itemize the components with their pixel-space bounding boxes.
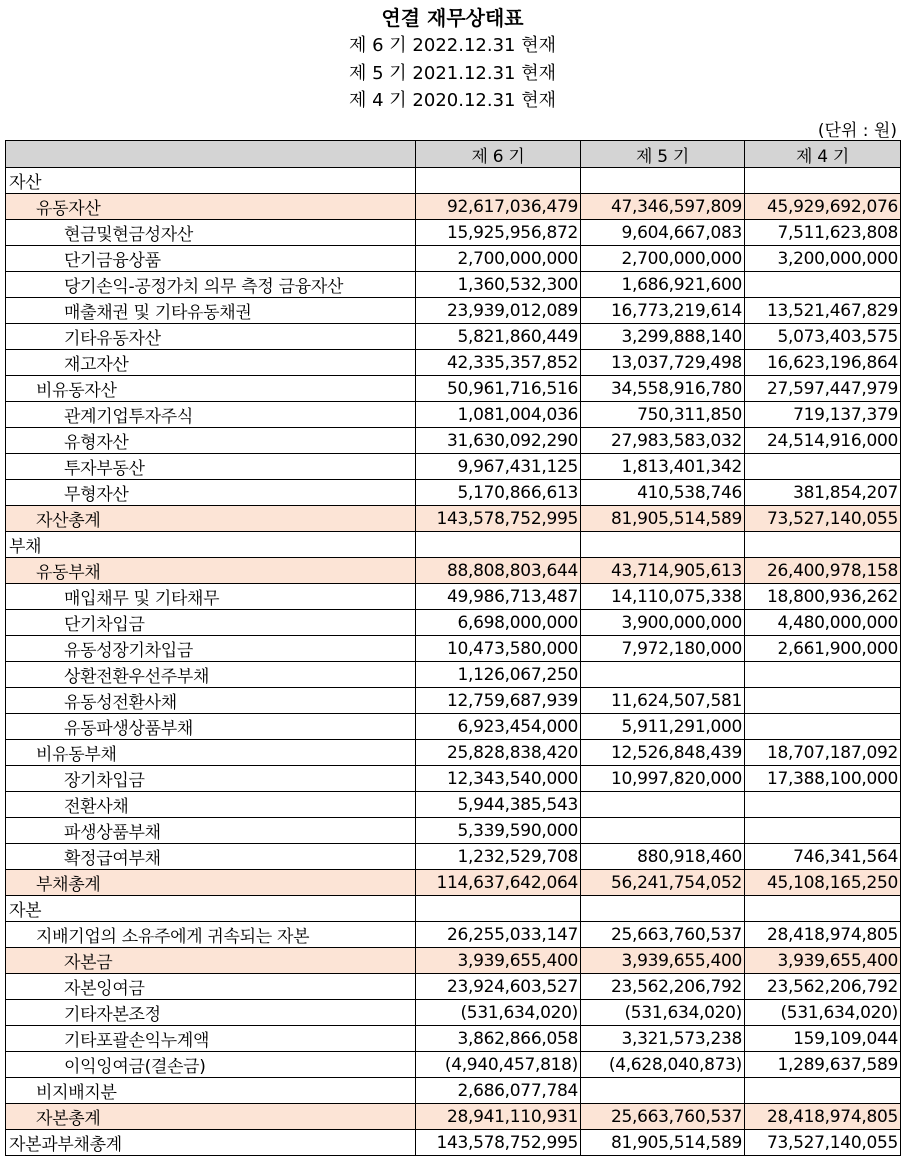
amount-cell: 45,929,692,076 [745, 194, 901, 220]
amount-cell: 9,967,431,125 [416, 454, 581, 480]
table-row [6, 1052, 901, 1078]
account-label: 비유동자산 [6, 376, 416, 402]
account-label: 부채총계 [6, 870, 416, 896]
amount-cell [745, 688, 901, 714]
header-row [6, 141, 901, 168]
statement-title: 연결 재무상태표 [381, 6, 524, 30]
account-label: 상환전환우선주부채 [6, 662, 416, 688]
amount-cell: 50,961,716,516 [416, 376, 581, 402]
table-row [6, 974, 901, 1000]
amount-cell: 16,623,196,864 [745, 350, 901, 376]
amount-cell: 34,558,916,780 [581, 376, 745, 402]
amount-cell: 92,617,036,479 [416, 194, 581, 220]
account-label: 투자부동산 [6, 454, 416, 480]
amount-cell: 410,538,746 [581, 480, 745, 506]
table-row [6, 1000, 901, 1026]
amount-cell: 13,521,467,829 [745, 298, 901, 324]
amount-cell: 2,661,900,000 [745, 636, 901, 662]
amount-cell: 26,400,978,158 [745, 558, 901, 584]
account-label: 자본총계 [6, 1104, 416, 1130]
amount-cell: 88,808,803,644 [416, 558, 581, 584]
account-label: 비지배지분 [6, 1078, 416, 1104]
amount-cell: 25,828,838,420 [416, 740, 581, 766]
header-period-6: 제 6 기 [416, 141, 581, 168]
amount-cell: 143,578,752,995 [416, 506, 581, 532]
amount-cell [745, 896, 901, 922]
amount-cell [745, 792, 901, 818]
table-row [6, 792, 901, 818]
amount-cell: 17,388,100,000 [745, 766, 901, 792]
account-label: 파생상품부채 [6, 818, 416, 844]
account-label: 단기차입금 [6, 610, 416, 636]
table-row [6, 194, 901, 220]
amount-cell: 5,339,590,000 [416, 818, 581, 844]
amount-cell: 880,918,460 [581, 844, 745, 870]
amount-cell: 10,997,820,000 [581, 766, 745, 792]
table-row [6, 818, 901, 844]
account-label: 기타자본조정 [6, 1000, 416, 1026]
amount-cell: 1,126,067,250 [416, 662, 581, 688]
table-row [6, 1104, 901, 1130]
amount-cell [581, 818, 745, 844]
table-row [6, 1078, 901, 1104]
period-4: 제 4 기 2020.12.31 현재 [349, 90, 556, 111]
amount-cell [581, 662, 745, 688]
amount-cell: 3,321,573,238 [581, 1026, 745, 1052]
amount-cell [745, 168, 901, 194]
account-label: 자본금 [6, 948, 416, 974]
amount-cell [416, 532, 581, 558]
amount-cell: 28,418,974,805 [745, 922, 901, 948]
amount-cell: (531,634,020) [745, 1000, 901, 1026]
account-label: 매입채무 및 기타채무 [6, 584, 416, 610]
account-label: 유동파생상품부채 [6, 714, 416, 740]
account-label: 현금및현금성자산 [6, 220, 416, 246]
account-label: 전환사채 [6, 792, 416, 818]
amount-cell: 3,900,000,000 [581, 610, 745, 636]
amount-cell: 1,289,637,589 [745, 1052, 901, 1078]
amount-cell: (4,628,040,873) [581, 1052, 745, 1078]
table-row [6, 298, 901, 324]
table-row [6, 922, 901, 948]
amount-cell: 31,630,092,290 [416, 428, 581, 454]
amount-cell: 5,170,866,613 [416, 480, 581, 506]
account-label: 장기차입금 [6, 766, 416, 792]
amount-cell: 750,311,850 [581, 402, 745, 428]
amount-cell [416, 896, 581, 922]
amount-cell [745, 272, 901, 298]
amount-cell: (531,634,020) [581, 1000, 745, 1026]
amount-cell: 27,597,447,979 [745, 376, 901, 402]
table-row [6, 740, 901, 766]
table-row [6, 402, 901, 428]
amount-cell: 10,473,580,000 [416, 636, 581, 662]
amount-cell: 5,821,860,449 [416, 324, 581, 350]
period-6: 제 6 기 2022.12.31 현재 [349, 35, 556, 56]
balance-sheet-table [5, 140, 901, 1156]
amount-cell: 3,939,655,400 [581, 948, 745, 974]
amount-cell [581, 168, 745, 194]
amount-cell: 28,418,974,805 [745, 1104, 901, 1130]
table-row [6, 662, 901, 688]
account-label: 관계기업투자주식 [6, 402, 416, 428]
amount-cell: 12,759,687,939 [416, 688, 581, 714]
account-label: 유동자산 [6, 194, 416, 220]
account-label: 자본 [6, 896, 416, 922]
amount-cell: 159,109,044 [745, 1026, 901, 1052]
account-label: 유동성전환사채 [6, 688, 416, 714]
amount-cell: 381,854,207 [745, 480, 901, 506]
table-row [6, 272, 901, 298]
amount-cell: 5,944,385,543 [416, 792, 581, 818]
account-label: 이익잉여금(결손금) [6, 1052, 416, 1078]
amount-cell: 56,241,754,052 [581, 870, 745, 896]
amount-cell: 14,110,075,338 [581, 584, 745, 610]
amount-cell: 13,037,729,498 [581, 350, 745, 376]
amount-cell: 12,526,848,439 [581, 740, 745, 766]
amount-cell: 12,343,540,000 [416, 766, 581, 792]
amount-cell: 81,905,514,589 [581, 506, 745, 532]
amount-cell: 23,562,206,792 [581, 974, 745, 1000]
amount-cell: 719,137,379 [745, 402, 901, 428]
amount-cell: 5,073,403,575 [745, 324, 901, 350]
account-label: 자본과부채총계 [6, 1130, 416, 1156]
amount-cell: 27,983,583,032 [581, 428, 745, 454]
amount-cell [745, 818, 901, 844]
amount-cell [745, 1078, 901, 1104]
amount-cell: 23,939,012,089 [416, 298, 581, 324]
amount-cell: 11,624,507,581 [581, 688, 745, 714]
amount-cell [745, 532, 901, 558]
amount-cell: 16,773,219,614 [581, 298, 745, 324]
header-period-5: 제 5 기 [581, 141, 745, 168]
amount-cell: 43,714,905,613 [581, 558, 745, 584]
amount-cell: 18,707,187,092 [745, 740, 901, 766]
amount-cell: 15,925,956,872 [416, 220, 581, 246]
table-row [6, 350, 901, 376]
amount-cell: 3,862,866,058 [416, 1026, 581, 1052]
amount-cell: 24,514,916,000 [745, 428, 901, 454]
amount-cell: 73,527,140,055 [745, 1130, 901, 1156]
amount-cell: 746,341,564 [745, 844, 901, 870]
amount-cell: 2,700,000,000 [416, 246, 581, 272]
table-row [6, 1026, 901, 1052]
table-row [6, 220, 901, 246]
amount-cell: (4,940,457,818) [416, 1052, 581, 1078]
amount-cell: 6,923,454,000 [416, 714, 581, 740]
amount-cell: 42,335,357,852 [416, 350, 581, 376]
amount-cell [745, 714, 901, 740]
account-label: 자산 [6, 168, 416, 194]
amount-cell: 1,686,921,600 [581, 272, 745, 298]
table-row [6, 428, 901, 454]
account-label: 유형자산 [6, 428, 416, 454]
amount-cell: 73,527,140,055 [745, 506, 901, 532]
period-5: 제 5 기 2021.12.31 현재 [349, 63, 556, 84]
amount-cell: 81,905,514,589 [581, 1130, 745, 1156]
amount-cell [581, 792, 745, 818]
amount-cell: 49,986,713,487 [416, 584, 581, 610]
amount-cell: 23,562,206,792 [745, 974, 901, 1000]
table-row [6, 506, 901, 532]
amount-cell: 3,200,000,000 [745, 246, 901, 272]
account-label: 부채 [6, 532, 416, 558]
header-account [6, 141, 416, 168]
table-row [6, 324, 901, 350]
table-row [6, 636, 901, 662]
table-row [6, 376, 901, 402]
amount-cell: 114,637,642,064 [416, 870, 581, 896]
amount-cell: 23,924,603,527 [416, 974, 581, 1000]
amount-cell: 1,081,004,036 [416, 402, 581, 428]
table-row [6, 1130, 901, 1156]
amount-cell [745, 662, 901, 688]
table-row [6, 558, 901, 584]
account-label: 유동부채 [6, 558, 416, 584]
amount-cell [581, 896, 745, 922]
table-row [6, 454, 901, 480]
account-label: 자산총계 [6, 506, 416, 532]
amount-cell [581, 532, 745, 558]
amount-cell: 3,299,888,140 [581, 324, 745, 350]
table-row [6, 532, 901, 558]
amount-cell: 7,972,180,000 [581, 636, 745, 662]
amount-cell: 3,939,655,400 [416, 948, 581, 974]
amount-cell: 6,698,000,000 [416, 610, 581, 636]
amount-cell: 2,700,000,000 [581, 246, 745, 272]
table-row [6, 584, 901, 610]
amount-cell: 5,911,291,000 [581, 714, 745, 740]
amount-cell: 143,578,752,995 [416, 1130, 581, 1156]
amount-cell: 2,686,077,784 [416, 1078, 581, 1104]
table-row [6, 480, 901, 506]
amount-cell: 25,663,760,537 [581, 1104, 745, 1130]
amount-cell [416, 168, 581, 194]
amount-cell [745, 454, 901, 480]
unit-label: (단위 : 원) [817, 121, 897, 141]
header-period-4: 제 4 기 [745, 141, 901, 168]
amount-cell: 47,346,597,809 [581, 194, 745, 220]
table-row [6, 246, 901, 272]
amount-cell: 25,663,760,537 [581, 922, 745, 948]
amount-cell: 18,800,936,262 [745, 584, 901, 610]
account-label: 지배기업의 소유주에게 귀속되는 자본 [6, 922, 416, 948]
table-row [6, 714, 901, 740]
amount-cell: 1,232,529,708 [416, 844, 581, 870]
table-row [6, 948, 901, 974]
account-label: 당기손익-공정가치 의무 측정 금융자산 [6, 272, 416, 298]
table-row [6, 610, 901, 636]
account-label: 자본잉여금 [6, 974, 416, 1000]
amount-cell: 7,511,623,808 [745, 220, 901, 246]
amount-cell: 28,941,110,931 [416, 1104, 581, 1130]
amount-cell: 9,604,667,083 [581, 220, 745, 246]
table-row [6, 688, 901, 714]
table-row [6, 766, 901, 792]
account-label: 기타포괄손익누계액 [6, 1026, 416, 1052]
table-row [6, 870, 901, 896]
account-label: 유동성장기차입금 [6, 636, 416, 662]
amount-cell: 1,813,401,342 [581, 454, 745, 480]
amount-cell: (531,634,020) [416, 1000, 581, 1026]
account-label: 단기금융상품 [6, 246, 416, 272]
account-label: 확정급여부채 [6, 844, 416, 870]
amount-cell: 45,108,165,250 [745, 870, 901, 896]
account-label: 무형자산 [6, 480, 416, 506]
account-label: 매출채권 및 기타유동채권 [6, 298, 416, 324]
amount-cell: 1,360,532,300 [416, 272, 581, 298]
table-row [6, 168, 901, 194]
table-row [6, 844, 901, 870]
table-row [6, 896, 901, 922]
account-label: 기타유동자산 [6, 324, 416, 350]
account-label: 재고자산 [6, 350, 416, 376]
amount-cell: 4,480,000,000 [745, 610, 901, 636]
amount-cell: 26,255,033,147 [416, 922, 581, 948]
account-label: 비유동부채 [6, 740, 416, 766]
amount-cell [581, 1078, 745, 1104]
amount-cell: 3,939,655,400 [745, 948, 901, 974]
